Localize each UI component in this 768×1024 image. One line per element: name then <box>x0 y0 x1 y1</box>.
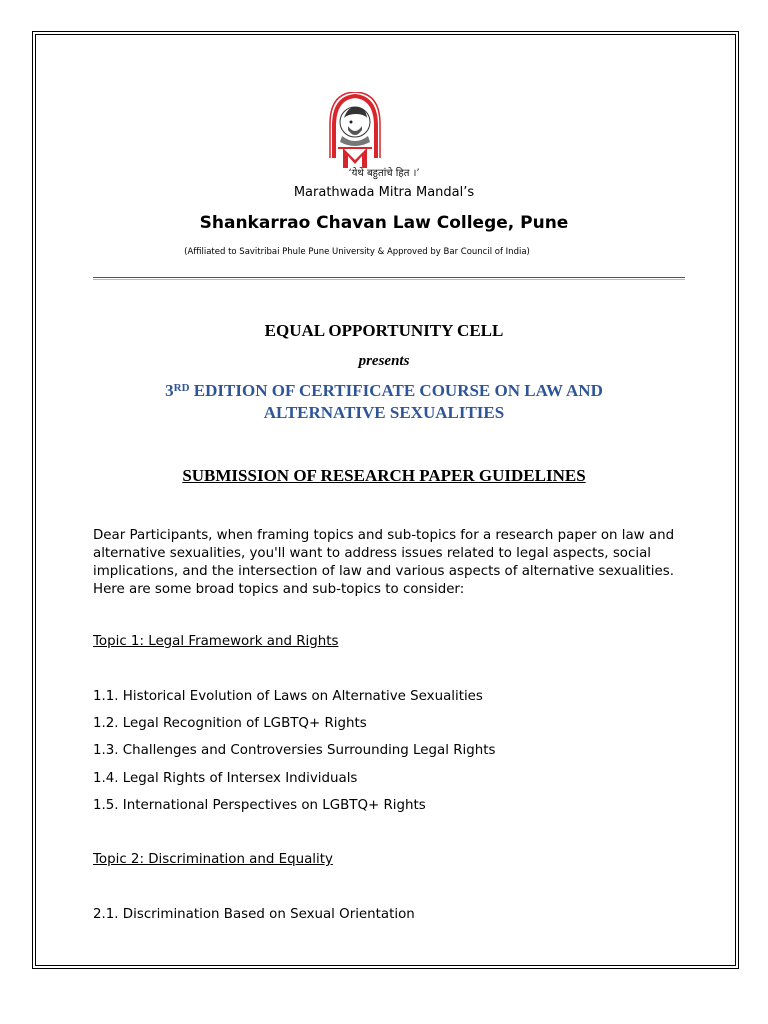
list-item: 1.4. Legal Rights of Intersex Individuals <box>93 771 358 786</box>
list-item: 2.1. Discrimination Based on Sexual Orientation <box>93 907 415 922</box>
logo-motto: ‘येथे बहुतांचे हित ।’ <box>348 168 420 179</box>
college-name: Shankarrao Chavan Law College, Pune <box>199 213 569 233</box>
list-item: 1.3. Challenges and Controversies Surrounding Legal Rights <box>93 743 496 758</box>
org-name: Marathwada Mitra Mandal’s <box>293 185 475 200</box>
affiliation-note: (Affiliated to Savitribai Phule Pune University & Approved by Bar Council of India) <box>184 247 530 257</box>
intro-paragraph: Dear Participants, when framing topics and sub-topics for a research paper on law and alternative sexualities, you'll want to address issues related to legal aspects, social implications, and the intersection of law and various aspects of alternative sexualities. Here are some broad topics and sub-topics to consider: <box>93 528 675 597</box>
list-item: 1.2. Legal Recognition of LGBTQ+ Rights <box>93 716 367 731</box>
course-title-line1: EDITION OF CERTIFICATE COURSE ON LAW AND <box>189 381 603 400</box>
course-title-line2: ALTERNATIVE SEXUALITIES <box>263 403 505 422</box>
cell-title: EQUAL OPPORTUNITY CELL <box>264 321 504 340</box>
course-title <box>0 380 768 424</box>
college-logo <box>326 92 384 176</box>
list-item: 1.5. International Perspectives on LGBTQ+ Rights <box>93 798 426 813</box>
edition-suffix: RD <box>173 382 190 394</box>
header-divider <box>93 277 685 278</box>
edition-number: 3 <box>165 381 174 400</box>
presents-label: presents <box>358 353 410 369</box>
topic-heading: Topic 2: Discrimination and Equality <box>93 852 333 867</box>
topic-heading: Topic 1: Legal Framework and Rights <box>93 634 339 649</box>
header-divider-shadow <box>93 279 685 280</box>
guidelines-title: SUBMISSION OF RESEARCH PAPER GUIDELINES <box>182 466 586 485</box>
list-item: 1.1. Historical Evolution of Laws on Alternative Sexualities <box>93 689 483 704</box>
